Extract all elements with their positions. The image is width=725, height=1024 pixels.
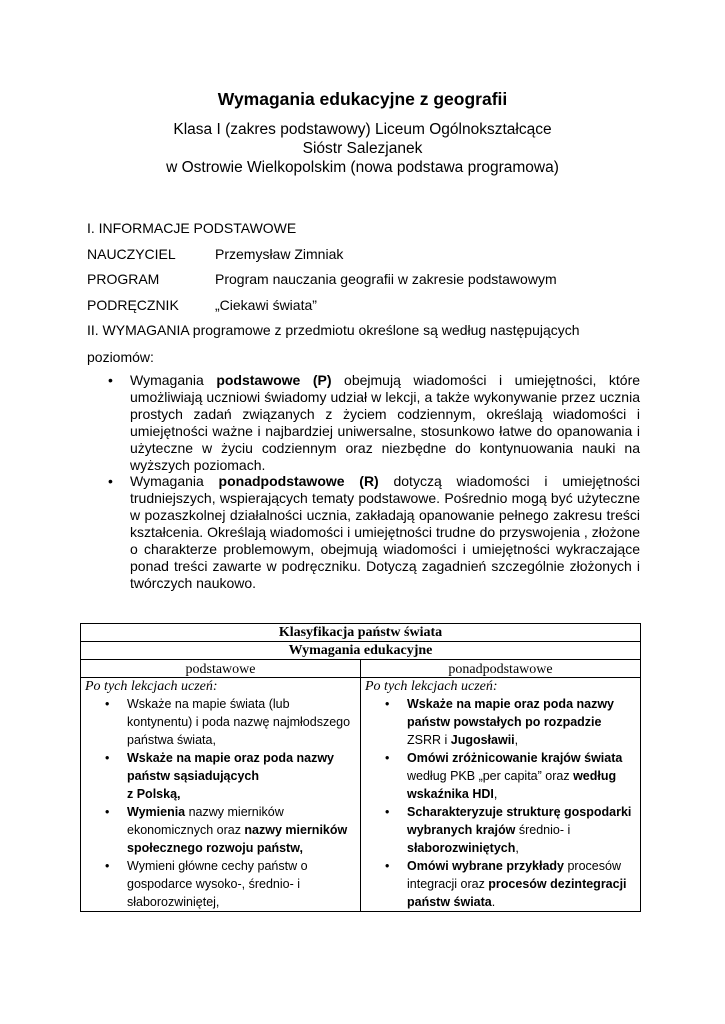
requirement-text: Wskaże na mapie oraz poda nazwy państw sąsiadujących [127,751,335,783]
basic-requirements-list [85,695,356,911]
requirement-text: według PKB „per capita” oraz [407,769,574,783]
bullet-icon: • [105,859,110,873]
cell-basic [81,678,361,912]
info-value: Przemysław Zimniak [215,245,344,262]
requirement-text: procesów dezintegracji państw świata [407,877,627,909]
requirement-text: Scharakteryzuje strukturę gospodarki wybranych krajów [407,805,632,837]
info-label: NAUCZYCIEL [87,245,176,262]
bullet-icon: • [105,751,110,765]
subtitle-line: Klasa I (zakres podstawowy) Liceum Ogólnokształcące [173,121,552,138]
bullet-icon: • [108,473,113,490]
requirement-text: Wymieni główne cechy państw o gospodarce wysoko-, średnio- i słaborozwiniętej, [127,859,308,909]
requirement-text: , [515,841,519,855]
section-2-heading-cont: poziomów: [87,348,154,365]
level-item-basic [87,372,640,473]
info-value: Program nauczania geografii w zakresie podstawowym [215,271,557,287]
requirement-text: Omówi wybrane przykłady [407,859,564,873]
bullet-icon: • [385,805,390,819]
requirement-text: , [514,733,519,747]
column-header-basic: podstawowe [81,660,361,678]
requirement-levels [87,372,640,592]
info-row-program [87,269,647,295]
bullet-icon: • [105,805,110,819]
requirement-item [85,749,356,803]
requirements-table [80,623,641,912]
requirement-text: procesów integracji oraz [407,859,621,891]
bullet-icon: • [105,697,110,711]
requirement-text: według wskaźnika HDI [407,769,617,801]
info-label: PROGRAM [87,271,160,287]
requirement-item [365,749,636,803]
requirement-text: średnio- i [515,823,571,837]
level-prefix: Wymagania [130,473,219,490]
level-prefix: Wymagania [130,372,217,388]
basic-info [87,218,647,371]
requirement-item [365,695,636,749]
requirement-text: Wymienia [127,805,186,819]
level-name: ponadpodstawowe (R) [218,473,379,490]
info-row-textbook [87,295,647,321]
requirement-text: Wskaże na mapie świata (lub kontynentu) i poda nazwę najmłodszego państwa świata, [127,697,351,747]
column-header-advanced: ponadpodstawowe [361,660,641,678]
bullet-icon: • [385,697,390,711]
section-heading: I. INFORMACJE PODSTAWOWE [87,220,297,236]
requirement-text: ZSRR i [407,733,451,747]
subtitle [0,120,725,177]
requirement-text: słaborozwiniętych [407,841,516,855]
requirement-item [365,803,636,857]
requirement-text: Omówi zróżnicowanie krajów świata [407,751,623,765]
requirement-text: Jugosławii [450,733,515,747]
bullet-icon: • [385,859,390,873]
level-name: podstawowe (P) [216,372,332,388]
advanced-requirements-list [365,695,636,911]
requirement-item [85,803,356,857]
requirement-text: nazwy mierników ekonomicznych oraz [127,805,284,837]
info-row-teacher [87,244,647,270]
cell-intro: Po tych lekcjach uczeń: [365,679,498,694]
level-description: obejmują wiadomości i umiejętności, które umożliwiają uczniowi świadomy udział w lekcji, a także wykonywanie przez ucznia prostych zadań związanych z życiem codziennym, określają wiadomości i umiejętności ważne i najbardziej uniwersalne, stosunkowo łatwe do opanowania i użyteczne w życiu codziennym oraz niezbędne do kontynuowania nauki na wyższych poziomach. [130,372,641,473]
level-item-advanced [87,473,640,591]
page-title: Wymagania edukacyjne z geografii [217,89,508,109]
subtitle-line: w Ostrowie Wielkopolskim (nowa podstawa programowa) [166,159,559,176]
level-description: dotyczą wiadomości i umiejętności trudniejszych, wspierających tematy podstawowe. Pośrednio mogą być użyteczne w pozaszkolnej działalności ucznia, zakładają opanowanie pełnego zakresu treści kształcenia. Określają wiadomości i umiejętności trudne do przyswojenia , złożone o charakterze problemowym, obejmują wiadomości i umiejętności wykraczające ponad treści zawarte w podręczniku. Dotyczą zagadnień szczególnie złożonych i twórczych naukowo. [130,473,641,591]
bullet-icon: • [385,751,390,765]
requirement-text: Wskaże na mapie oraz poda nazwy państw powstałych po rozpadzie [407,697,615,729]
table-title: Klasyfikacja państw świata [81,624,641,642]
requirement-text: nazwy mierników społecznego rozwoju państw, [127,823,348,855]
requirement-text: , [493,787,498,801]
cell-intro: Po tych lekcjach uczeń: [85,679,218,694]
requirement-item [85,695,356,749]
info-value: „Ciekawi świata” [215,296,317,313]
requirement-item [85,857,356,911]
cell-advanced [361,678,641,912]
info-label: PODRĘCZNIK [87,296,179,313]
table-subtitle: Wymagania edukacyjne [81,642,641,660]
requirement-text: z Polską, [127,787,181,801]
requirement-text: . [491,895,496,909]
bullet-icon: • [108,372,113,388]
subtitle-line: Sióstr Salezjanek [302,140,423,157]
section-2-heading: II. WYMAGANIA programowe z przedmiotu określone są według następujących [87,322,580,338]
requirement-item [365,857,636,911]
